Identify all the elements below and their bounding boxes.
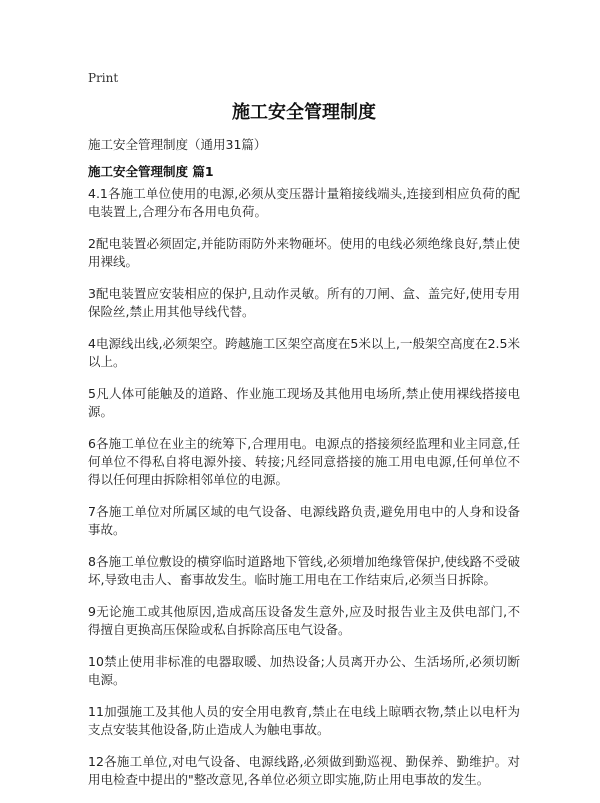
paragraph: 2配电装置必须固定,并能防雨防外来物砸坏。使用的电线必须绝缘良好,禁止使用裸线。 — [88, 236, 520, 269]
paragraph: 12各施工单位,对电气设备、电源线路,必须做到勤巡视、勤保养、勤维护。对用电检查中提出的"整改意见,各单位必须立即实施,防止用电事故的发生。 — [88, 754, 520, 787]
paragraph: 11加强施工及其他人员的安全用电教育,禁止在电线上晾晒衣物,禁止以电杆为支点安装其他设备,防止造成人为触电事故。 — [88, 704, 520, 737]
section-heading: 施工安全管理制度 篇1 — [88, 164, 214, 179]
paragraph: 5凡人体可能触及的道路、作业施工现场及其他用电场所,禁止使用裸线搭接电源。 — [88, 386, 520, 419]
paragraph: 8各施工单位敷设的横穿临时道路地下管线,必须增加绝缘管保护,使线路不受破坏,导致电击人、畜事故发生。临时施工用电在工作结束后,必须当日拆除。 — [88, 554, 520, 587]
document-subtitle: 施工安全管理制度（通用31篇） — [88, 137, 267, 152]
paragraph: 6各施工单位在业主的统筹下,合理用电。电源点的搭接须经监理和业主同意,任何单位不得私自将电源外接、转接;凡经同意搭接的施工用电电源,任何单位不得以任何理由拆除相邻单位的电源。 — [88, 436, 520, 487]
paragraph: 9无论施工或其他原因,造成高压设备发生意外,应及时报告业主及供电部门,不得擅自更换高压保险或私自拆除高压电气设备。 — [88, 604, 520, 637]
page-title: 施工安全管理制度 — [232, 102, 376, 123]
print-link[interactable]: Print — [88, 71, 119, 85]
paragraph: 4电源线出线,必须架空。跨越施工区架空高度在5米以上,一般架空高度在2.5米以上。 — [88, 336, 520, 369]
document-body — [88, 185, 520, 803]
paragraph: 10禁止使用非标准的电器取暖、加热设备;人员离开办公、生活场所,必须切断电源。 — [88, 654, 520, 687]
paragraph: 4.1各施工单位使用的电源,必须从变压器计量箱接线端头,连接到相应负荷的配电装置上,合理分布各用电负荷。 — [88, 186, 520, 219]
paragraph: 7各施工单位对所属区域的电气设备、电源线路负责,避免用电中的人身和设备事故。 — [88, 504, 520, 537]
paragraph: 3配电装置应安装相应的保护,且动作灵敏。所有的刀闸、盒、盖完好,使用专用保险丝,禁止用其他导线代替。 — [88, 286, 520, 319]
